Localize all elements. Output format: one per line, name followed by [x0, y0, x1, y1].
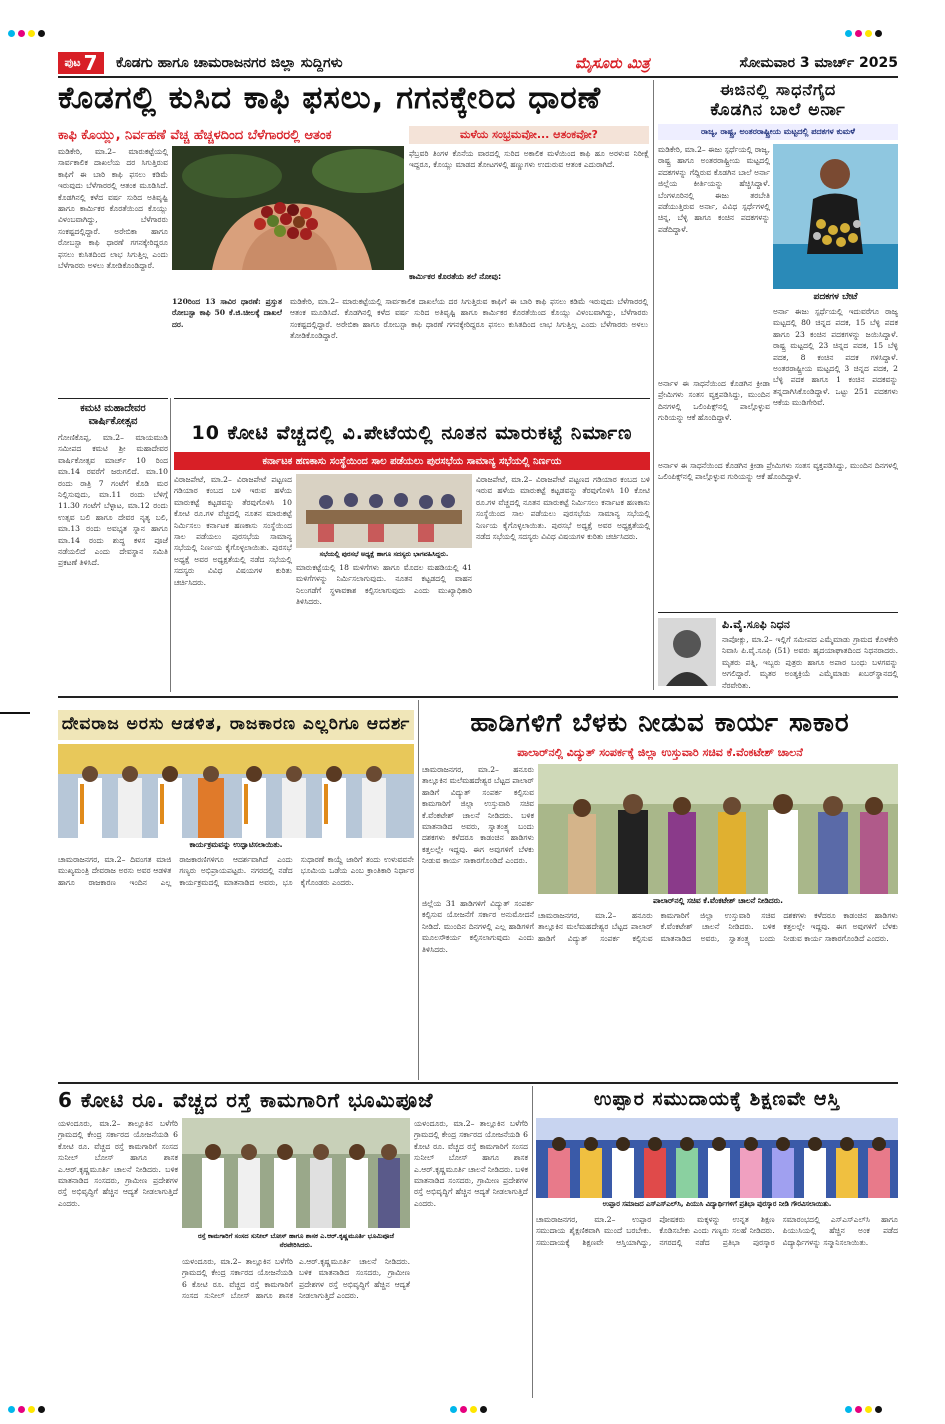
market-body-2: ಮಾರುಕಟ್ಟೆಯಲ್ಲಿ 18 ಮಳಿಗೆಗಳು ಹಾಗೂ ಮೊದಲ ಮಹಡಿಯಲ್ಲಿ 41 ಮಳಿಗೆಗಳನ್ನು ನಿರ್ಮಿಸಲಾಗುವುದು. ನೂತನ ಕಟ್ಟಡದಲ್ಲಿ ವಾಹನ ನಿಲುಗಡೆಗೆ ಸ್ಥಳಾವಕಾಶ ಕಲ್ಪಿಸಲಾಗುವುದು ಎಂದು ಮುಖ್ಯಾಧಿಕಾರಿ ತಿಳಿಸಿದರು. — [296, 563, 472, 607]
hadi-event-photo — [538, 764, 898, 894]
registration-dots-bottom-right — [845, 1406, 882, 1413]
uppar-photo-caption: ಉಪ್ಪಾರ ಸಮಾಜದ ಎಸ್ಎಸ್ಎಲ್‌ಸಿ, ಪಿಯುಸಿ ವಿದ್ಯಾರ್ಥಿಗಳಿಗೆ ಪ್ರತಿಭಾ ಪುರಸ್ಕಾರ ನೀಡಿ ಗೌರವಿಸಲಾಯಿತು. — [536, 1198, 898, 1211]
lead-subhead: ಕಾಫಿ ಕೊಯ್ಲು, ನಿರ್ವಹಣೆ ವೆಚ್ಚ ಹೆಚ್ಚಳದಿಂದ ಬೆಳೆಗಾರರಲ್ಲಿ ಆತಂಕ — [58, 128, 332, 143]
lead-subbox-head: ಕಾರ್ಮಿಕರ ಕೊರತೆಯ ತಲೆ ನೋವು: — [409, 272, 502, 281]
market-meeting-photo — [296, 474, 472, 548]
obituary-portrait — [658, 618, 716, 686]
hadi-photo-caption: ಪಾಲಾರ್‌ನಲ್ಲಿ ಸಚಿವ ಕೆ.ವೆಂಕಟೇಶ್ ಚಾಲನೆ ನೀಡಿದರು. — [538, 894, 898, 908]
devaraj-headline: ದೇವರಾಜ ಅರಸು ಆಡಳಿತ, ರಾಜಕಾರಣ ಎಲ್ಲರಿಗೂ ಆದರ್ಶ — [61, 714, 411, 734]
market-banner: ಕರ್ನಾಟಕ ಹಣಕಾಸು ಸಂಸ್ಥೆಯಿಂದ ಸಾಲ ಪಡೆಯಲು ಪುರಸಭೆಯ ಸಾಮಾನ್ಯ ಸಭೆಯಲ್ಲಿ ನಿರ್ಣಯ — [174, 452, 650, 470]
market-photo-caption: ಸಭೆಯಲ್ಲಿ ಪುರಸಭೆ ಅಧ್ಯಕ್ಷೆ ಹಾಗೂ ಸದಸ್ಯರು ಭಾಗವಹಿಸಿದ್ದರು. — [296, 548, 472, 561]
road-body-2: ಯಳಂದೂರು, ಮಾ.2– ತಾಲ್ಲೂಕಿನ ಬಳೆಗೆರಿ ಗ್ರಾಮದಲ್ಲಿ ಕೇಂದ್ರ ಸರ್ಕಾರದ ಯೋಜನೆಯಡಿ 6 ಕೋಟಿ ರೂ. ವೆಚ್ಚದ ರಸ್ತೆ ಕಾಮಗಾರಿಗೆ ಸಂಸದ ಸುನೀಲ್ ಬೋಸ್ ಹಾಗೂ ಶಾಸಕ ಎ.ಆರ್.ಕೃಷ್ಣಮೂರ್ತಿ ಚಾಲನೆ ನೀಡಿದರು. ಬಳಿಕ ಮಾತನಾಡಿದ ಸಂಸದರು, ಗ್ರಾಮೀಣ ಪ್ರದೇಶಗಳ ರಸ್ತೆ ಅಭಿವೃದ್ಧಿಗೆ ಹೆಚ್ಚಿನ ಆದ್ಯತೆ ನೀಡಲಾಗುತ್ತಿದೆ ಎಂದರು. — [182, 1257, 410, 1301]
lead-headline: ಕೊಡಗಲ್ಲಿ ಕುಸಿದ ಕಾಫಿ ಫಸಲು, ಗಗನಕ್ಕೇರಿದ ಧಾರಣೆ — [58, 80, 602, 116]
registration-dots-bottom-left — [8, 1406, 45, 1413]
road-body: ಯಳಂದೂರು, ಮಾ.2– ತಾಲ್ಲೂಕಿನ ಬಳೆಗೆರಿ ಗ್ರಾಮದಲ್ಲಿ ಕೇಂದ್ರ ಸರ್ಕಾರದ ಯೋಜನೆಯಡಿ 6 ಕೋಟಿ ರೂ. ವೆಚ್ಚದ ರಸ್ತೆ ಕಾಮಗಾರಿಗೆ ಸಂಸದ ಸುನೀಲ್ ಬೋಸ್ ಹಾಗೂ ಶಾಸಕ ಎ.ಆರ್.ಕೃಷ್ಣಮೂರ್ತಿ ಚಾಲನೆ ನೀಡಿದರು. ಬಳಿಕ ಮಾತನಾಡಿದ ಸಂಸದರು, ಗ್ರಾಮೀಣ ಪ್ರದೇಶಗಳ ರಸ್ತೆ ಅಭಿವೃದ್ಧಿಗೆ ಹೆಚ್ಚಿನ ಆದ್ಯತೆ ನೀಡಲಾಗುತ್ತಿದೆ ಎಂದರು. — [58, 1119, 178, 1208]
swimmer-body-cont: ಅರ್ನಾಳ ಈ ಸಾಧನೆಯಿಂದ ಕೊಡಗಿನ ಕ್ರೀಡಾ ಪ್ರೇಮಿಗಳು ಸಂತಸ ವ್ಯಕ್ತಪಡಿಸಿದ್ದು, ಮುಂದಿನ ದಿನಗಳಲ್ಲಿ ಒಲಿಂಪಿಕ್ಸ್‌ನಲ್ಲಿ ಪಾಲ್ಗೊಳ್ಳುವ ಗುರಿಯನ್ನು ಆಕೆ ಹೊಂದಿದ್ದಾಳೆ. — [658, 379, 770, 423]
kamati-body: ಗೋಣಿಕೊಪ್ಪ, ಮಾ.2– ಮಾಯಮುಡಿ ಸಮೀಪದ ಕಮಟಿ ಶ್ರೀ ಮಹಾದೇವರ ವಾರ್ಷಿಕೋತ್ಸವ ಮಾರ್ಚ್ 10 ರಿಂದ ಮಾ.14 ರವರೆಗೆ ಜರುಗಲಿದೆ. ಮಾ.10 ರಂದು ರಾತ್ರಿ 7 ಗಂಟೆಗೆ ಕೊಡಿ ಮರ ನಿಲ್ಲಿಸುವುದು, ಮಾ.11 ರಂದು ಬೆಳಿಗ್ಗೆ 11.30 ಗಂಟೆಗೆ ಬೆಳ್ಳಾಟ, ಮಾ.12 ರಂದು ಉತ್ಸವ ಬಲಿ ಹಾಗೂ ದೇವರ ನೃತ್ಯ ಬಲಿ, ಮಾ.13 ರಂದು ಅವಭೃತ ಸ್ನಾನ ಹಾಗೂ ಮಾ.14 ರಂದು ಶುದ್ಧ ಕಳಸ ಪೂಜೆ ನಡೆಯಲಿದೆ ಎಂದು ದೇವಸ್ಥಾನ ಸಮಿತಿ ಪ್ರಕಟಣೆ ತಿಳಿಸಿದೆ. — [58, 433, 168, 568]
coffee-beans-photo — [172, 146, 404, 270]
kamati-rule — [58, 398, 168, 399]
hadi-body: ಚಾಮರಾಜನಗರ, ಮಾ.2– ಹನೂರು ತಾಲ್ಲೂಕಿನ ಮಲೆಮಹದೇಶ್ವರ ಬೆಟ್ಟದ ಪಾಲಾರ್ ಹಾಡಿಗೆ ವಿದ್ಯುತ್ ಸಂಪರ್ಕ ಕಲ್ಪಿಸುವ ಕಾಮಗಾರಿಗೆ ಜಿಲ್ಲಾ ಉಸ್ತುವಾರಿ ಸಚಿವ ಕೆ.ವೆಂಕಟೇಶ್ ಚಾಲನೆ ನೀಡಿದರು. ಬಳಿಕ ಮಾತನಾಡಿದ ಅವರು, ಸ್ವಾತಂತ್ರ್ಯ ಬಂದು ದಶಕಗಳು ಕಳೆದರೂ ಕಾಡಂಚಿನ ಹಾಡಿಗಳು ಕತ್ತಲಲ್ಲೇ ಇದ್ದವು. ಈಗ ಅವುಗಳಿಗೆ ಬೆಳಕು ನೀಡುವ ಕಾರ್ಯ ಸಾಕಾರಗೊಂಡಿದೆ ಎಂದರು. — [422, 765, 534, 866]
road-photo-caption: ರಸ್ತೆ ಕಾಮಗಾರಿಗೆ ಸಂಸದ ಸುನೀಲ್ ಬೋಸ್ ಹಾಗೂ ಶಾಸಕ ಎ.ಆರ್.ಕೃಷ್ಣಮೂರ್ತಿ ಭೂಮಿಪೂಜೆ ನೆರವೇರಿಸಿದರು. — [182, 1230, 410, 1252]
swimmer-body: ಮಡಿಕೇರಿ, ಮಾ.2– ಈಜು ಸ್ಪರ್ಧೆಯಲ್ಲಿ ರಾಜ್ಯ, ರಾಷ್ಟ್ರ ಹಾಗೂ ಅಂತರರಾಷ್ಟ್ರೀಯ ಮಟ್ಟದಲ್ಲಿ ಪದಕಗಳನ್ನು ಗೆದ್ದಿರುವ ಕೊಡಗಿನ ಬಾಲೆ ಅರ್ನಾ ಜಿಲ್ಲೆಯ ಕೀರ್ತಿಯನ್ನು ಹೆಚ್ಚಿಸಿದ್ದಾಳೆ. ಬೆಂಗಳೂರಿನಲ್ಲಿ ಈಜು ತರಬೇತಿ ಪಡೆಯುತ್ತಿರುವ ಅರ್ನಾ, ವಿವಿಧ ಸ್ಪರ್ಧೆಗಳಲ್ಲಿ ಚಿನ್ನ, ಬೆಳ್ಳಿ ಹಾಗೂ ಕಂಚಿನ ಪದಕಗಳನ್ನು ಪಡೆದಿದ್ದಾಳೆ. — [658, 145, 770, 234]
swimmer-headline-2: ಕೊಡಗಿನ ಬಾಲೆ ಅರ್ನಾ — [710, 100, 846, 120]
header-rule — [58, 76, 898, 78]
masthead: ಮೈಸೂರು ಮಿತ್ರ — [575, 54, 650, 72]
hadi-subhead: ಪಾಲಾರ್‌ನಲ್ಲಿ ವಿದ್ಯುತ್ ಸಂಪರ್ಕಕ್ಕೆ ಜಿಲ್ಲಾ ಉಸ್ತುವಾರಿ ಸಚಿವ ಕೆ.ವೆಂಕಟೇಶ್ ಚಾಲನೆ — [517, 746, 803, 759]
uppar-headline: ಉಪ್ಪಾರ ಸಮುದಾಯಕ್ಕೆ ಶಿಕ್ಷಣವೇ ಆಸ್ತಿ — [593, 1088, 841, 1110]
swimmer-subhead: ರಾಜ್ಯ, ರಾಷ್ಟ್ರ, ಅಂತರರಾಷ್ಟ್ರೀಯ ಮಟ್ಟದಲ್ಲಿ ಪದಕಗಳ ಕುಮಳೆ — [658, 124, 898, 140]
lead-price-note: 120ರಿಂದ 13 ಸಾವಿರ ಧಾರಣೆ: ಪ್ರಸ್ತುತ ರೋಬಸ್ಟಾ ಕಾಫಿ 50 ಕೆ.ಜಿ.ಚೀಲಕ್ಕೆ ದಾಖಲೆ ದರ. — [172, 297, 282, 329]
swimmer-photo — [773, 144, 898, 289]
kamati-headline: ಕಮಟಿ ಮಹಾದೇವರ ವಾರ್ಷಿಕೋತ್ಸವ — [80, 403, 146, 427]
obit-rule — [658, 612, 898, 613]
uppar-divider — [532, 1086, 533, 1398]
obituary-body: ನಾಪೋಕ್ಲು, ಮಾ.2– ಇಲ್ಲಿಗೆ ಸಮೀಪದ ಎಮ್ಮೆಮಾಡು ಗ್ರಾಮದ ಕೊಳಕೇರಿ ನಿವಾಸಿ ಪಿ.ವೈ.ಸೂಫಿ (51) ಅವರು ಹೃದಯಾಘಾತದಿಂದ ನಿಧನರಾದರು. ಮೃತರು ಪತ್ನಿ, ಇಬ್ಬರು ಪುತ್ರರು ಹಾಗೂ ಅಪಾರ ಬಂಧು ಬಳಗವನ್ನು ಅಗಲಿದ್ದಾರೆ. ಮೃತರ ಅಂತ್ಯಕ್ರಿಯೆ ಎಮ್ಮೆಮಾಡು ಖಬರ್‌ಸ್ಥಾನದಲ್ಲಿ ನೆರವೇರಿತು. — [722, 635, 898, 690]
swimmer-body-2: ಅರ್ನಾ ಈಜು ಸ್ಪರ್ಧೆಯಲ್ಲಿ ಇದುವರೆಗೂ ರಾಜ್ಯ ಮಟ್ಟದಲ್ಲಿ 80 ಚಿನ್ನದ ಪದಕ, 15 ಬೆಳ್ಳಿ ಪದಕ ಹಾಗೂ 23 ಕಂಚಿನ ಪದಕಗಳನ್ನು ಜಯಿಸಿದ್ದಾಳೆ. ರಾಷ್ಟ್ರ ಮಟ್ಟದಲ್ಲಿ 23 ಚಿನ್ನದ ಪದಕ, 15 ಬೆಳ್ಳಿ ಪದಕ, 8 ಕಂಚಿನ ಪದಕ ಗಳಿಸಿದ್ದಾಳೆ. ಅಂತರರಾಷ್ಟ್ರೀಯ ಮಟ್ಟದಲ್ಲಿ 3 ಚಿನ್ನದ ಪದಕ, 2 ಬೆಳ್ಳಿ ಪದಕ ಹಾಗೂ 1 ಕಂಚಿನ ಪದಕವನ್ನು ತನ್ನದಾಗಿಸಿಕೊಂಡಿದ್ದಾಳೆ. ಒಟ್ಟು 251 ಪದಕಗಳು ಆಕೆಯ ಮುಡಿಗೇರಿವೆ. — [773, 307, 898, 408]
market-body: ವಿರಾಜಪೇಟೆ, ಮಾ.2– ವಿರಾಜಪೇಟೆ ಪಟ್ಟಣದ ಗಡಿಯಾರ ಕಂಬದ ಬಳಿ ಇರುವ ಹಳೆಯ ಮಾರುಕಟ್ಟೆ ಕಟ್ಟಡವನ್ನು ತೆರವುಗೊಳಿಸಿ 10 ಕೋಟಿ ರೂ.ಗಳ ವೆಚ್ಚದಲ್ಲಿ ನೂತನ ಮಾರುಕಟ್ಟೆ ನಿರ್ಮಿಸಲು ಕರ್ನಾಟಕ ಹಣಕಾಸು ಸಂಸ್ಥೆಯಿಂದ ಸಾಲ ಪಡೆಯಲು ಪುರಸಭೆಯ ಸಾಮಾನ್ಯ ಸಭೆಯಲ್ಲಿ ನಿರ್ಣಯ ಕೈಗೊಳ್ಳಲಾಯಿತು. ಪುರಸಭೆ ಅಧ್ಯಕ್ಷೆ ಅವರ ಅಧ್ಯಕ್ಷತೆಯಲ್ಲಿ ನಡೆದ ಸಭೆಯಲ್ಲಿ ಸದಸ್ಯರು ವಿವಿಧ ವಿಷಯಗಳ ಕುರಿತು ಚರ್ಚಿಸಿದರು. — [174, 475, 292, 587]
devaraj-event-photo — [58, 744, 414, 838]
hadi-headline: ಹಾಡಿಗಳಿಗೆ ಬೆಳಕು ನೀಡುವ ಕಾರ್ಯ ಸಾಕಾರ — [470, 708, 850, 738]
page-number: 7 — [83, 51, 98, 75]
road-body-3: ಯಳಂದೂರು, ಮಾ.2– ತಾಲ್ಲೂಕಿನ ಬಳೆಗೆರಿ ಗ್ರಾಮದಲ್ಲಿ ಕೇಂದ್ರ ಸರ್ಕಾರದ ಯೋಜನೆಯಡಿ 6 ಕೋಟಿ ರೂ. ವೆಚ್ಚದ ರಸ್ತೆ ಕಾಮಗಾರಿಗೆ ಸಂಸದ ಸುನೀಲ್ ಬೋಸ್ ಹಾಗೂ ಶಾಸಕ ಎ.ಆರ್.ಕೃಷ್ಣಮೂರ್ತಿ ಚಾಲನೆ ನೀಡಿದರು. ಬಳಿಕ ಮಾತನಾಡಿದ ಸಂಸದರು, ಗ್ರಾಮೀಣ ಪ್ರದೇಶಗಳ ರಸ್ತೆ ಅಭಿವೃದ್ಧಿಗೆ ಹೆಚ್ಚಿನ ಆದ್ಯತೆ ನೀಡಲಾಗುತ್ತಿದೆ ಎಂದರು. — [414, 1119, 528, 1208]
lead-body-cont: ಮಡಿಕೇರಿ, ಮಾ.2– ಮಾರುಕಟ್ಟೆಯಲ್ಲಿ ಸಾರ್ವಕಾಲಿಕ ದಾಖಲೆಯ ದರ ಸಿಗುತ್ತಿರುವ ಕಾಫಿಗೆ ಈ ಬಾರಿ ಕಾಫಿ ಫಸಲು ಕಡಿಮೆ ಇರುವುದು ಬೆಳೆಗಾರರಲ್ಲಿ ಆತಂಕ ಮೂಡಿಸಿದೆ. ಕೊಡಗಿನಲ್ಲಿ ಕಳೆದ ವರ್ಷ ಸುರಿದ ಅತಿವೃಷ್ಟಿ ಹಾಗೂ ಕಾರ್ಮಿಕರ ಕೊರತೆಯಿಂದ ಕೊಯ್ಲು ವಿಳಂಬವಾಗಿದ್ದು, ಬೆಳೆಗಾರರು ಸಂಕಷ್ಟದಲ್ಲಿದ್ದಾರೆ. ಅರೇಬಿಕಾ ಹಾಗೂ ರೋಬಸ್ಟಾ ಕಾಫಿ ಧಾರಣೆ ಗಗನಕ್ಕೇರಿದ್ದರೂ ಫಸಲು ಕುಸಿತದಿಂದ ಲಾಭ ಸಿಗುತ್ತಿಲ್ಲ ಎಂದು ಬೆಳೆಗಾರರು ಅಳಲು ತೋಡಿಕೊಂಡಿದ್ದಾರೆ. — [290, 297, 648, 341]
lead-body: ಮಡಿಕೇರಿ, ಮಾ.2– ಮಾರುಕಟ್ಟೆಯಲ್ಲಿ ಸಾರ್ವಕಾಲಿಕ ದಾಖಲೆಯ ದರ ಸಿಗುತ್ತಿರುವ ಕಾಫಿಗೆ ಈ ಬಾರಿ ಕಾಫಿ ಫಸಲು ಕಡಿಮೆ ಇರುವುದು ಬೆಳೆಗಾರರಲ್ಲಿ ಆತಂಕ ಮೂಡಿಸಿದೆ. ಕೊಡಗಿನಲ್ಲಿ ಕಳೆದ ವರ್ಷ ಸುರಿದ ಅತಿವೃಷ್ಟಿ ಹಾಗೂ ಕಾರ್ಮಿಕರ ಕೊರತೆಯಿಂದ ಕೊಯ್ಲು ವಿಳಂಬವಾಗಿದ್ದು, ಬೆಳೆಗಾರರು ಸಂಕಷ್ಟದಲ್ಲಿದ್ದಾರೆ. ಅರೇಬಿಕಾ ಹಾಗೂ ರೋಬಸ್ಟಾ ಕಾಫಿ ಧಾರಣೆ ಗಗನಕ್ಕೇರಿದ್ದರೂ ಫಸಲು ಕುಸಿತದಿಂದ ಲಾಭ ಸಿಗುತ್ತಿಲ್ಲ ಎಂದು ಬೆಳೆಗಾರರು ಅಳಲು ತೋಡಿಕೊಂಡಿದ್ದಾರೆ. — [58, 147, 168, 270]
swimmer-body-3: ಅರ್ನಾಳ ಈ ಸಾಧನೆಯಿಂದ ಕೊಡಗಿನ ಕ್ರೀಡಾ ಪ್ರೇಮಿಗಳು ಸಂತಸ ವ್ಯಕ್ತಪಡಿಸಿದ್ದು, ಮುಂದಿನ ದಿನಗಳಲ್ಲಿ ಒಲಿಂಪಿಕ್ಸ್‌ನಲ್ಲಿ ಪಾಲ್ಗೊಳ್ಳುವ ಗುರಿಯನ್ನು ಆಕೆ ಹೊಂದಿದ್ದಾಳೆ. — [658, 461, 898, 482]
kamati-divider — [170, 398, 171, 692]
hadi-body-cont: ಜಿಲ್ಲೆಯ 31 ಹಾಡಿಗಳಿಗೆ ವಿದ್ಯುತ್ ಸಂಪರ್ಕ ಕಲ್ಪಿಸುವ ಯೋಜನೆಗೆ ಸರ್ಕಾರ ಅನುಮೋದನೆ ನೀಡಿದೆ. ಮುಂದಿನ ದಿನಗಳಲ್ಲಿ ಎಲ್ಲ ಹಾಡಿಗಳಿಗೆ ಮೂಲಸೌಕರ್ಯ ಕಲ್ಪಿಸಲಾಗುವುದು ಎಂದು ತಿಳಿಸಿದರು. — [422, 899, 534, 954]
hadi-divider — [418, 700, 419, 1080]
road-event-photo — [182, 1118, 410, 1228]
market-rule — [174, 398, 650, 399]
swimmer-headline-1: ಈಜಿನಲ್ಲಿ ಸಾಧನೆಗೈದ — [719, 80, 837, 99]
uppar-body: ಚಾಮರಾಜನಗರ, ಮಾ.2– ಉಪ್ಪಾರ ಸಮುದಾಯ ಶೈಕ್ಷಣಿಕವಾಗಿ ಮುಂದೆ ಬರಬೇಕು. ಸಮುದಾಯಕ್ಕೆ ಶಿಕ್ಷಣವೇ ಆಸ್ತಿಯಾಗಿದ್ದು, ಪೋಷಕರು ಮಕ್ಕಳನ್ನು ಉನ್ನತ ಶಿಕ್ಷಣ ಕೊಡಿಸಬೇಕು ಎಂದು ಗಣ್ಯರು ಸಲಹೆ ನೀಡಿದರು. ನಗರದಲ್ಲಿ ನಡೆದ ಪ್ರತಿಭಾ ಪುರಸ್ಕಾರ ಸಮಾರಂಭದಲ್ಲಿ ಎಸ್ಎಸ್ಎಲ್‌ಸಿ ಹಾಗೂ ಪಿಯುಸಿಯಲ್ಲಿ ಹೆಚ್ಚಿನ ಅಂಕ ಪಡೆದ ವಿದ್ಯಾರ್ಥಿಗಳನ್ನು ಸನ್ಮಾನಿಸಲಾಯಿತು. — [536, 1215, 898, 1247]
registration-dots-top-left — [8, 30, 45, 37]
mid-rule — [58, 696, 898, 698]
market-headline: 10 ಕೋಟಿ ವೆಚ್ಚದಲ್ಲಿ ವಿ.ಪೇಟೆಯಲ್ಲಿ ನೂತನ ಮಾರುಕಟ್ಟೆ ನಿರ್ಮಾಣ — [191, 422, 633, 444]
lead-body-2: ಫೆಬ್ರವರಿ ತಿಂಗಳ ಕೊನೆಯ ವಾರದಲ್ಲಿ ಸುರಿದ ಅಕಾಲಿಕ ಮಳೆಯಿಂದ ಕಾಫಿ ಹೂ ಅರಳುವ ನಿರೀಕ್ಷೆ ಇದ್ದರೂ, ಕೊಯ್ಲು ಮಾಡದ ತೋಟಗಳಲ್ಲಿ ಹಣ್ಣುಗಳು ಉದುರುವ ಆತಂಕ ಎದುರಾಗಿದೆ. — [409, 149, 649, 170]
devaraj-body: ಚಾಮರಾಜನಗರ, ಮಾ.2– ದಿವಂಗತ ಮಾಜಿ ಮುಖ್ಯಮಂತ್ರಿ ದೇವರಾಜ ಅರಸು ಅವರ ಆಡಳಿತ ಹಾಗೂ ರಾಜಕಾರಣ ಇಂದಿನ ಎಲ್ಲ ರಾಜಕಾರಣಿಗಳಿಗೂ ಆದರ್ಶವಾಗಿದೆ ಎಂದು ಗಣ್ಯರು ಅಭಿಪ್ರಾಯಪಟ್ಟರು. ನಗರದಲ್ಲಿ ನಡೆದ ಕಾರ್ಯಕ್ರಮದಲ್ಲಿ ಮಾತನಾಡಿದ ಅವರು, ಭೂ ಸುಧಾರಣೆ ಕಾಯ್ದೆ ಜಾರಿಗೆ ತಂದು ಉಳುವವನೇ ಭೂಮಿಯ ಒಡೆಯ ಎಂಬ ಕ್ರಾಂತಿಕಾರಿ ನಿರ್ಧಾರ ಕೈಗೊಂಡರು ಎಂದರು. — [58, 855, 414, 887]
obituary-headline: ಪಿ.ವೈ.ಸೂಫಿ ನಿಧನ — [722, 618, 790, 631]
registration-dots-top-right — [845, 30, 882, 37]
lead-inset-head: ಮಳೆಯ ಸಂಭ್ರಮವೋ... ಆತಂಕವೋ? — [460, 128, 598, 141]
lead-inset-box — [409, 126, 649, 144]
uppar-event-photo — [536, 1118, 898, 1198]
page-number-box — [58, 52, 104, 74]
column-divider-right — [653, 80, 654, 690]
hadi-body-2: ಚಾಮರಾಜನಗರ, ಮಾ.2– ಹನೂರು ತಾಲ್ಲೂಕಿನ ಮಲೆಮಹದೇಶ್ವರ ಬೆಟ್ಟದ ಪಾಲಾರ್ ಹಾಡಿಗೆ ವಿದ್ಯುತ್ ಸಂಪರ್ಕ ಕಲ್ಪಿಸುವ ಕಾಮಗಾರಿಗೆ ಜಿಲ್ಲಾ ಉಸ್ತುವಾರಿ ಸಚಿವ ಕೆ.ವೆಂಕಟೇಶ್ ಚಾಲನೆ ನೀಡಿದರು. ಬಳಿಕ ಮಾತನಾಡಿದ ಅವರು, ಸ್ವಾತಂತ್ರ್ಯ ಬಂದು ದಶಕಗಳು ಕಳೆದರೂ ಕಾಡಂಚಿನ ಹಾಡಿಗಳು ಕತ್ತಲಲ್ಲೇ ಇದ್ದವು. ಈಗ ಅವುಗಳಿಗೆ ಬೆಳಕು ನೀಡುವ ಕಾರ್ಯ ಸಾಕಾರಗೊಂಡಿದೆ ಎಂದರು. — [538, 911, 898, 943]
fold-mark — [0, 712, 30, 714]
section-title: ಕೊಡಗು ಹಾಗೂ ಚಾಮರಾಜನಗರ ಜಿಲ್ಲಾ ಸುದ್ದಿಗಳು — [116, 55, 343, 71]
swimmer-photo-caption: ಪದಕಗಳ ಬೇಟೆ — [813, 292, 858, 302]
page-label: ಪುಟ — [64, 56, 81, 69]
road-headline: 6 ಕೋಟಿ ರೂ. ವೆಚ್ಚದ ರಸ್ತೆ ಕಾಮಗಾರಿಗೆ ಭೂಮಿಪೂಜೆ — [58, 1088, 434, 1112]
bottom-rule — [58, 1082, 898, 1084]
devaraj-photo-caption: ಕಾರ್ಯಕ್ರಮವನ್ನು ಉದ್ಘಾಟಿಸಲಾಯಿತು. — [58, 838, 414, 852]
registration-dots-bottom-center — [450, 1406, 487, 1413]
issue-date: ಸೋಮವಾರ 3 ಮಾರ್ಚ್ 2025 — [739, 55, 898, 71]
market-body-3: ವಿರಾಜಪೇಟೆ, ಮಾ.2– ವಿರಾಜಪೇಟೆ ಪಟ್ಟಣದ ಗಡಿಯಾರ ಕಂಬದ ಬಳಿ ಇರುವ ಹಳೆಯ ಮಾರುಕಟ್ಟೆ ಕಟ್ಟಡವನ್ನು ತೆರವುಗೊಳಿಸಿ 10 ಕೋಟಿ ರೂ.ಗಳ ವೆಚ್ಚದಲ್ಲಿ ನೂತನ ಮಾರುಕಟ್ಟೆ ನಿರ್ಮಿಸಲು ಕರ್ನಾಟಕ ಹಣಕಾಸು ಸಂಸ್ಥೆಯಿಂದ ಸಾಲ ಪಡೆಯಲು ಪುರಸಭೆಯ ಸಾಮಾನ್ಯ ಸಭೆಯಲ್ಲಿ ನಿರ್ಣಯ ಕೈಗೊಳ್ಳಲಾಯಿತು. ಪುರಸಭೆ ಅಧ್ಯಕ್ಷೆ ಅವರ ಅಧ್ಯಕ್ಷತೆಯಲ್ಲಿ ನಡೆದ ಸಭೆಯಲ್ಲಿ ಸದಸ್ಯರು ವಿವಿಧ ವಿಷಯಗಳ ಕುರಿತು ಚರ್ಚಿಸಿದರು. — [476, 475, 650, 541]
